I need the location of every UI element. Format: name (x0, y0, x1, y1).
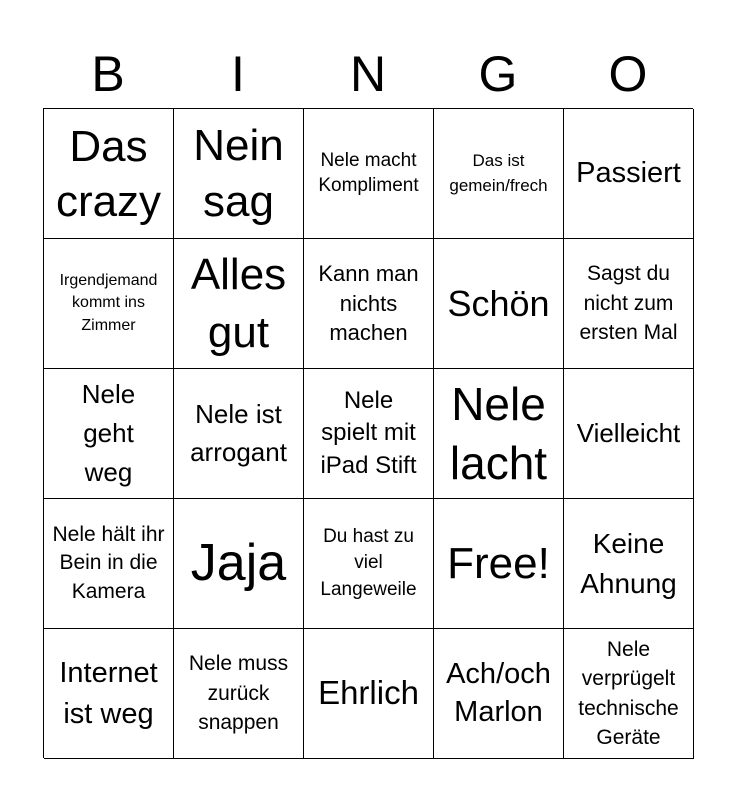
bingo-cell[interactable]: Ach/och Marlon (434, 629, 564, 759)
bingo-cell[interactable]: Das crazy (44, 109, 174, 239)
bingo-cell[interactable]: Du hast zu viel Langeweile (304, 499, 434, 629)
bingo-cell[interactable]: Kann man nichts machen (304, 239, 434, 369)
bingo-cell[interactable]: Irgendjemand kommt ins Zimmer (44, 239, 174, 369)
bingo-cell[interactable]: Nein sag (174, 109, 304, 239)
header-letter-b: B (91, 46, 125, 102)
bingo-board (43, 108, 693, 758)
header-letter-n: N (349, 46, 387, 102)
bingo-cell[interactable]: Vielleicht (564, 369, 694, 499)
bingo-cell[interactable]: Nele lacht (434, 369, 564, 499)
bingo-cell[interactable]: Jaja (174, 499, 304, 629)
bingo-cell[interactable]: Nele macht Kompliment (304, 109, 434, 239)
bingo-cell[interactable]: Das ist gemein/frech (434, 109, 564, 239)
bingo-cell[interactable]: Nele spielt mit iPad Stift (304, 369, 434, 499)
bingo-cell[interactable]: Nele ist arrogant (174, 369, 304, 499)
header-letter-o: O (608, 46, 648, 102)
bingo-cell[interactable]: Sagst du nicht zum ersten Mal (564, 239, 694, 369)
bingo-cell[interactable]: Nele hält ihr Bein in die Kamera (44, 499, 174, 629)
bingo-cell[interactable]: Ehrlich (304, 629, 434, 759)
header-letter-i: I (231, 46, 245, 102)
bingo-header (43, 40, 693, 108)
bingo-cell[interactable]: Nele verprügelt technische Geräte (564, 629, 694, 759)
bingo-cell[interactable]: Keine Ahnung (564, 499, 694, 629)
bingo-cell[interactable]: Internet ist weg (44, 629, 174, 759)
bingo-cell[interactable]: Nele muss zurück snappen (174, 629, 304, 759)
header-letter-g: G (478, 46, 518, 102)
bingo-cell[interactable]: Free! (434, 499, 564, 629)
bingo-cell[interactable]: Alles gut (174, 239, 304, 369)
bingo-cell[interactable]: Passiert (564, 109, 694, 239)
bingo-cell[interactable]: Schön (434, 239, 564, 369)
bingo-cell[interactable]: Nele geht weg (44, 369, 174, 499)
